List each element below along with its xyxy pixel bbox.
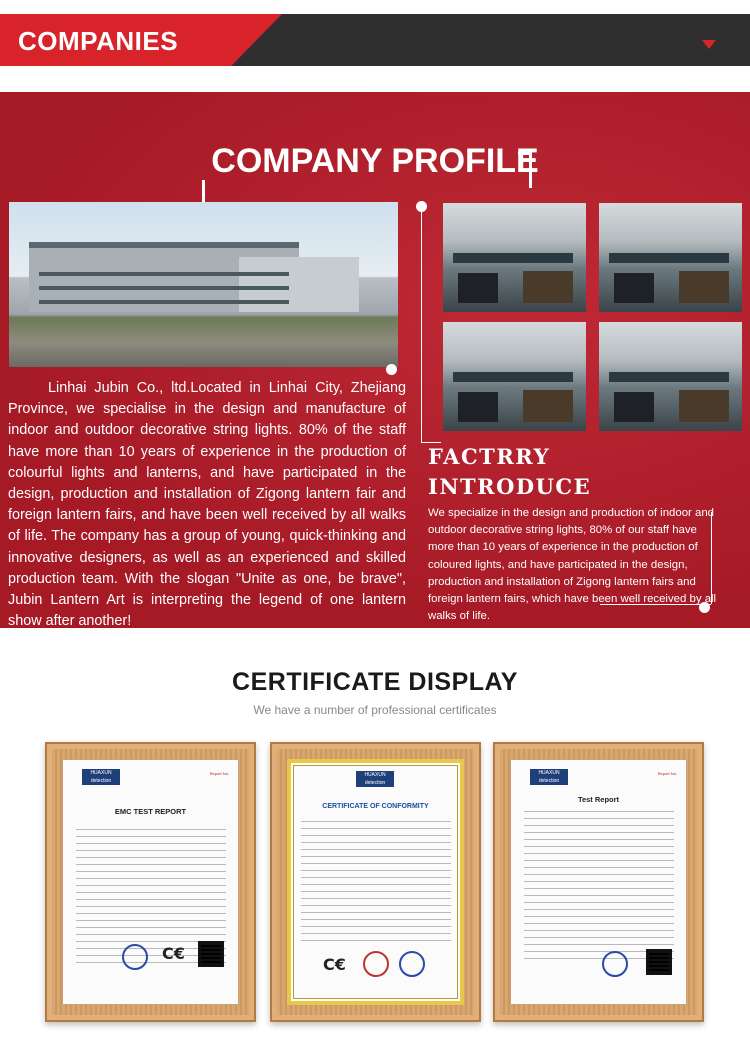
huaxun-logo: HUAXUN detection (530, 769, 568, 785)
workshop-photo (443, 203, 586, 312)
document-body (301, 821, 451, 947)
certificate-frame[interactable] (45, 742, 256, 1022)
profile-title: COMPANY PROFILE (211, 142, 539, 180)
title-bracket-decoration (518, 152, 532, 188)
certificate-frame[interactable] (493, 742, 704, 1022)
huaxun-logo: HUAXUN detection (82, 769, 120, 785)
factory-paragraph: We specialize in the design and production of indoor and outdoor decorative string lights, 80% of our staff have more than 10 years of experience in the production of coloured lights, and have participated in the design, production and installation of Zigong lantern fairs and foreign lantern fairs, which have been well received by all walks of life. (428, 507, 717, 623)
chevron-down-icon[interactable] (702, 40, 716, 49)
document-title: Test Report (577, 795, 620, 804)
document-title: CERTIFICATE OF CONFORMITY (322, 803, 429, 810)
factory-heading: INTRODUCE (428, 474, 592, 499)
factory-building-photo (9, 202, 398, 367)
stamp-seal (363, 951, 389, 977)
report-number: Report No. (209, 771, 229, 776)
stamp-seal (602, 951, 628, 977)
certificate-subtitle: We have a number of professional certificates (253, 703, 497, 717)
company-profile-section (0, 92, 750, 628)
document-body (524, 811, 674, 965)
factory-heading: FACTRRY (428, 444, 551, 469)
certificate-title: CERTIFICATE DISPLAY (232, 668, 518, 696)
ce-mark-icon: C€ (162, 944, 185, 963)
workshop-photo (443, 322, 586, 431)
certificate-document (287, 759, 464, 1005)
ce-mark-icon: C€ (323, 955, 346, 974)
section-header (0, 0, 750, 92)
stamp-seal (122, 944, 148, 970)
connector-dot (386, 364, 397, 375)
certificate-document (510, 759, 687, 1005)
document-title: EMC TEST REPORT (114, 807, 187, 816)
certificate-frame[interactable] (270, 742, 481, 1022)
workshop-photo (599, 322, 742, 431)
connector-line (421, 442, 441, 443)
huaxun-logo: HUAXUN detection (356, 771, 394, 787)
profile-paragraph: Linhai Jubin Co., ltd.Located in Linhai City, Zhejiang Province, we specialise in the design and manufacture of indoor and outdoor decorative string lights. 80% of the staff have more than 10 years of experience in the production of colourful lights and lanterns, and have participated in the design, production and installation of Zigong lantern fair and foreign lantern fairs, and have been well received by all walks of life. The company has a group of young, quick-thinking and innovative designers, as well as an experienced and skilled production team. With the slogan "Unite as one, be brave", Jubin Lantern Art is interpreting the legend of one lantern show after another! (8, 380, 406, 630)
qr-code (198, 941, 224, 967)
certificate-document (62, 759, 239, 1005)
connector-line (421, 210, 422, 442)
stamp-seal (399, 951, 425, 977)
qr-code (646, 949, 672, 975)
workshop-photo (599, 203, 742, 312)
report-number: Report No. (657, 771, 677, 776)
section-title: COMPANIES (18, 26, 179, 56)
